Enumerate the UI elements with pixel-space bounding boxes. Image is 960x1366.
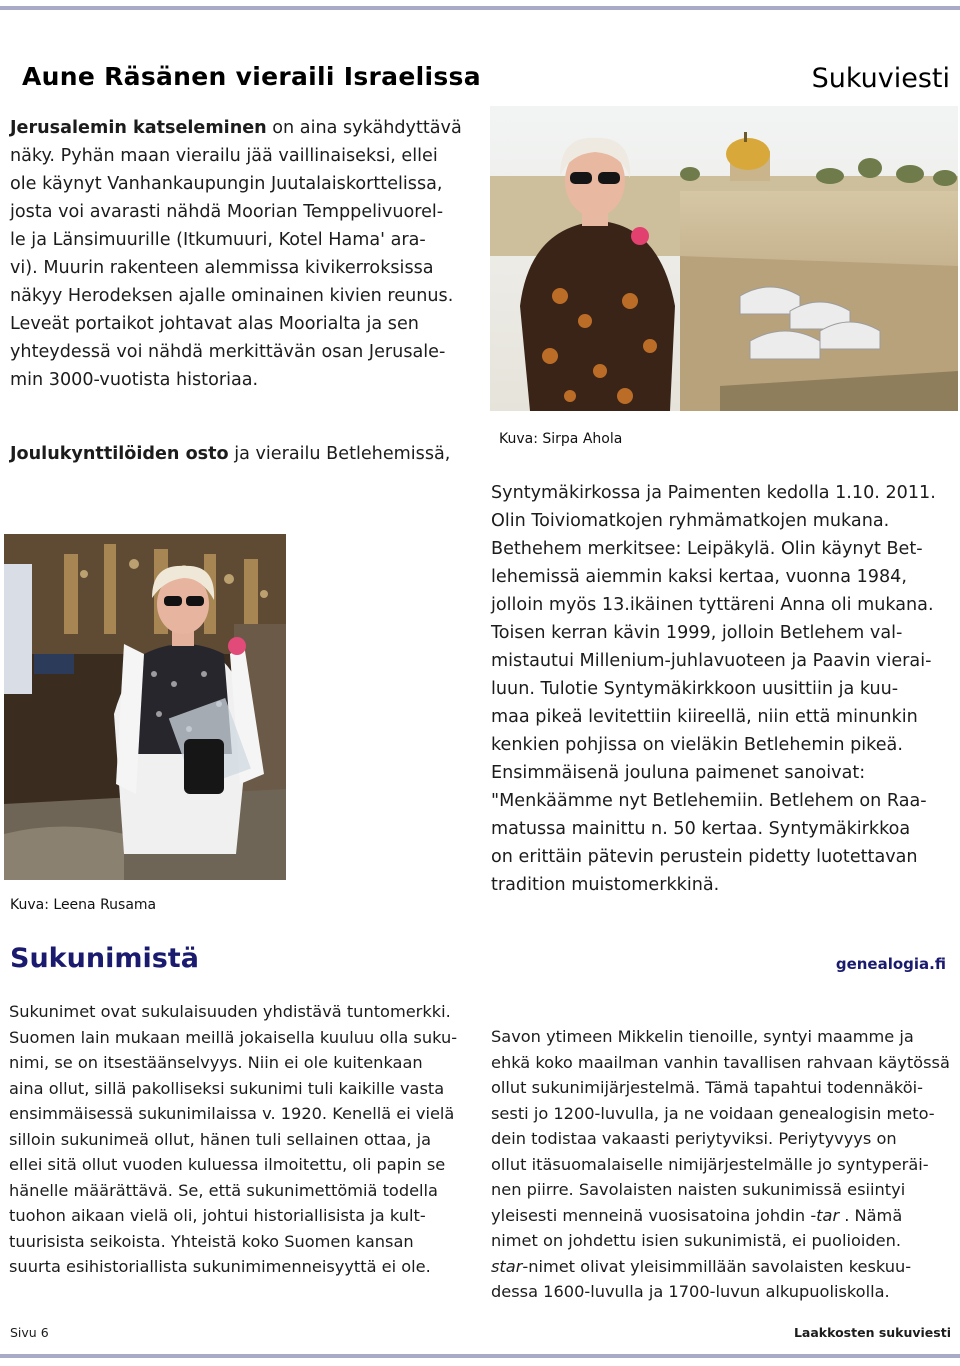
suffix-tar: tar (816, 1205, 840, 1225)
israel-paragraph (10, 114, 480, 394)
text-line: ole käynyt Vanhankaupungin Juutalaiskorttelissa, (10, 174, 443, 194)
bethlehem-lead-line (10, 440, 450, 468)
publication-name: Laakkosten sukuviesti (793, 1325, 951, 1340)
bethlehem-photo (4, 534, 286, 880)
text-line: dein todistaa vakaasti periytyviksi. Periytyvyys on (491, 1129, 897, 1148)
text-line: lehemissä aiemmin kaksi kertaa, vuonna 1984, (491, 567, 907, 587)
text-run: -nimet olivat yleisimmillään savolaisten keskuu- (522, 1256, 912, 1276)
jerusalem-photo (490, 106, 958, 411)
text-run: yleisesti menneinä vuosisatoina johdin - (491, 1205, 817, 1225)
bethlehem-paragraph (491, 479, 956, 899)
text-line: hänelle määrättävä. Se, että sukunimettömiä todella (9, 1180, 438, 1200)
text-line: dessa 1600-luvulla ja 1700-luvun alkupuoliskolla. (491, 1282, 890, 1301)
top-rule (0, 6, 960, 10)
text-line: maa pikeä levitettiin kiireellä, niin että minunkin (491, 707, 918, 727)
text-line: sesti jo 1200-luvulla, ja ne voidaan genealogisin meto- (491, 1103, 935, 1123)
text-line: Bethehem merkitsee: Leipäkylä. Olin käynyt Bet- (491, 539, 923, 559)
text-line: Leveät portaikot johtavat alas Moorialta ja sen (10, 314, 419, 334)
text-line: "Menkäämme nyt Betlehemiin. Betlehem on Raa- (491, 791, 927, 811)
text-line: Suomen lain mukaan meillä jokaisella kuuluu olla suku- (9, 1027, 458, 1047)
suffix-star: star (491, 1256, 523, 1276)
text-run: . Nämä (839, 1205, 903, 1225)
text-line: yhteydessä voi nähdä merkittävän osan Jerusale- (10, 342, 446, 362)
text-line: silloin sukunimeä ollut, hänen tuli sellainen ottaa, ja (9, 1129, 432, 1149)
israel-lead-rest: on aina sykähdyttävä (272, 118, 462, 138)
bethlehem-photo-caption: Kuva: Leena Rusama (10, 897, 157, 913)
text-line: näkyy Herodeksen ajalle ominainen kivien reunus. (10, 286, 454, 306)
text-line: josta voi avarasti nähdä Moorian Temppelivuorel- (10, 202, 444, 222)
israel-lead-bold: Jerusalemin katseleminen (10, 118, 267, 138)
text-line: ollut itäsuomalaiselle nimijärjestelmälle jo syntyperäi- (491, 1154, 929, 1174)
page-number: Sivu 6 (10, 1325, 49, 1340)
text-line: mistautui Millenium-juhlavuoteen ja Paavin vierai- (491, 651, 932, 671)
text-line: le ja Länsimuurille (Itkumuuri, Kotel Hama' ara- (10, 230, 426, 250)
bethlehem-lead-bold: Joulukynttilöiden osto (10, 444, 229, 464)
text-line: aina ollut, sillä pakolliseksi sukunimi tuli kaikille vasta (9, 1078, 445, 1098)
text-line: nen piirre. Savolaisten naisten sukunimissä esiintyi (491, 1180, 906, 1199)
text-line: tuohon aikaan vielä oli, johtui historiallisista ja kult- (9, 1206, 426, 1225)
text-line: matussa mainittu n. 50 kertaa. Syntymäkirkkoa (491, 819, 911, 839)
text-line: suurta esihistoriallista sukunimimenneisyyttä ei ole. (9, 1257, 431, 1276)
text-line: Olin Toiviomatkojen ryhmämatkojen mukana. (491, 511, 890, 531)
text-line: ellei sitä ollut vuoden kuluessa ilmoitettu, oli papin se (9, 1155, 446, 1174)
israel-lead-line (10, 114, 480, 142)
bethlehem-lead-rest: ja vierailu Betlehemissä, (234, 444, 451, 464)
text-line: nimet on johdettu isien sukunimistä, ei puolioiden. (491, 1231, 901, 1250)
text-line: näky. Pyhän maan vierailu jää vaillinaiseksi, ellei (10, 146, 438, 166)
magazine-name: Sukuviesti (811, 63, 950, 94)
text-line: Savon ytimeen Mikkelin tienoille, syntyi maamme ja (491, 1027, 914, 1046)
text-line: luun. Tulotie Syntymäkirkkoon uusittiin ja kuu- (491, 679, 899, 699)
text-line: min 3000-vuotista historiaa. (10, 370, 259, 390)
text-line: on erittäin pätevin perustein pidetty luotettavan (491, 847, 918, 867)
text-line: tradition muistomerkkinä. (491, 875, 720, 895)
text-line (491, 1254, 956, 1280)
text-line: vi). Muurin rakenteen alemmissa kivikerroksissa (10, 258, 434, 278)
text-line: kenkien pohjissa on vieläkin Betlehemin pikeä. (491, 735, 903, 755)
text-line: ensimmäisessä sukunimilaissa v. 1920. Kenellä ei vielä (9, 1104, 455, 1123)
text-line: Toisen kerran kävin 1999, jolloin Betlehem val- (491, 623, 903, 643)
text-line: jolloin myös 13.ikäinen tyttäreni Anna oli mukana. (491, 595, 934, 615)
text-line: Sukunimet ovat sukulaisuuden yhdistävä tuntomerkki. (9, 1002, 451, 1021)
text-line: ehkä koko maailman vanhin tavallisen rahvaan käytössä (491, 1052, 950, 1072)
text-line: Ensimmäisenä jouluna paimenet sanoivat: (491, 763, 866, 783)
jerusalem-photo-caption: Kuva: Sirpa Ahola (499, 431, 623, 447)
text-line: Syntymäkirkossa ja Paimenten kedolla 1.10. 2011. (491, 483, 936, 503)
text-line: nimi, se on itsestäänselvyys. Niin ei ole kuitenkaan (9, 1053, 423, 1072)
section-heading: Sukunimistä (10, 943, 199, 974)
article-title: Aune Räsänen vieraili Israelissa (22, 62, 481, 91)
surnames-left-paragraph (9, 999, 479, 1280)
text-line (491, 1203, 956, 1229)
text-line: ollut sukunimijärjestelmä. Tämä tapahtui todennäköi- (491, 1078, 923, 1097)
source-label: genealogia.fi (835, 955, 946, 973)
bottom-rule (0, 1354, 960, 1358)
text-line: tuurisista seikoista. Yhteistä koko Suomen kansan (9, 1231, 414, 1251)
surnames-right-paragraph (491, 1024, 956, 1305)
